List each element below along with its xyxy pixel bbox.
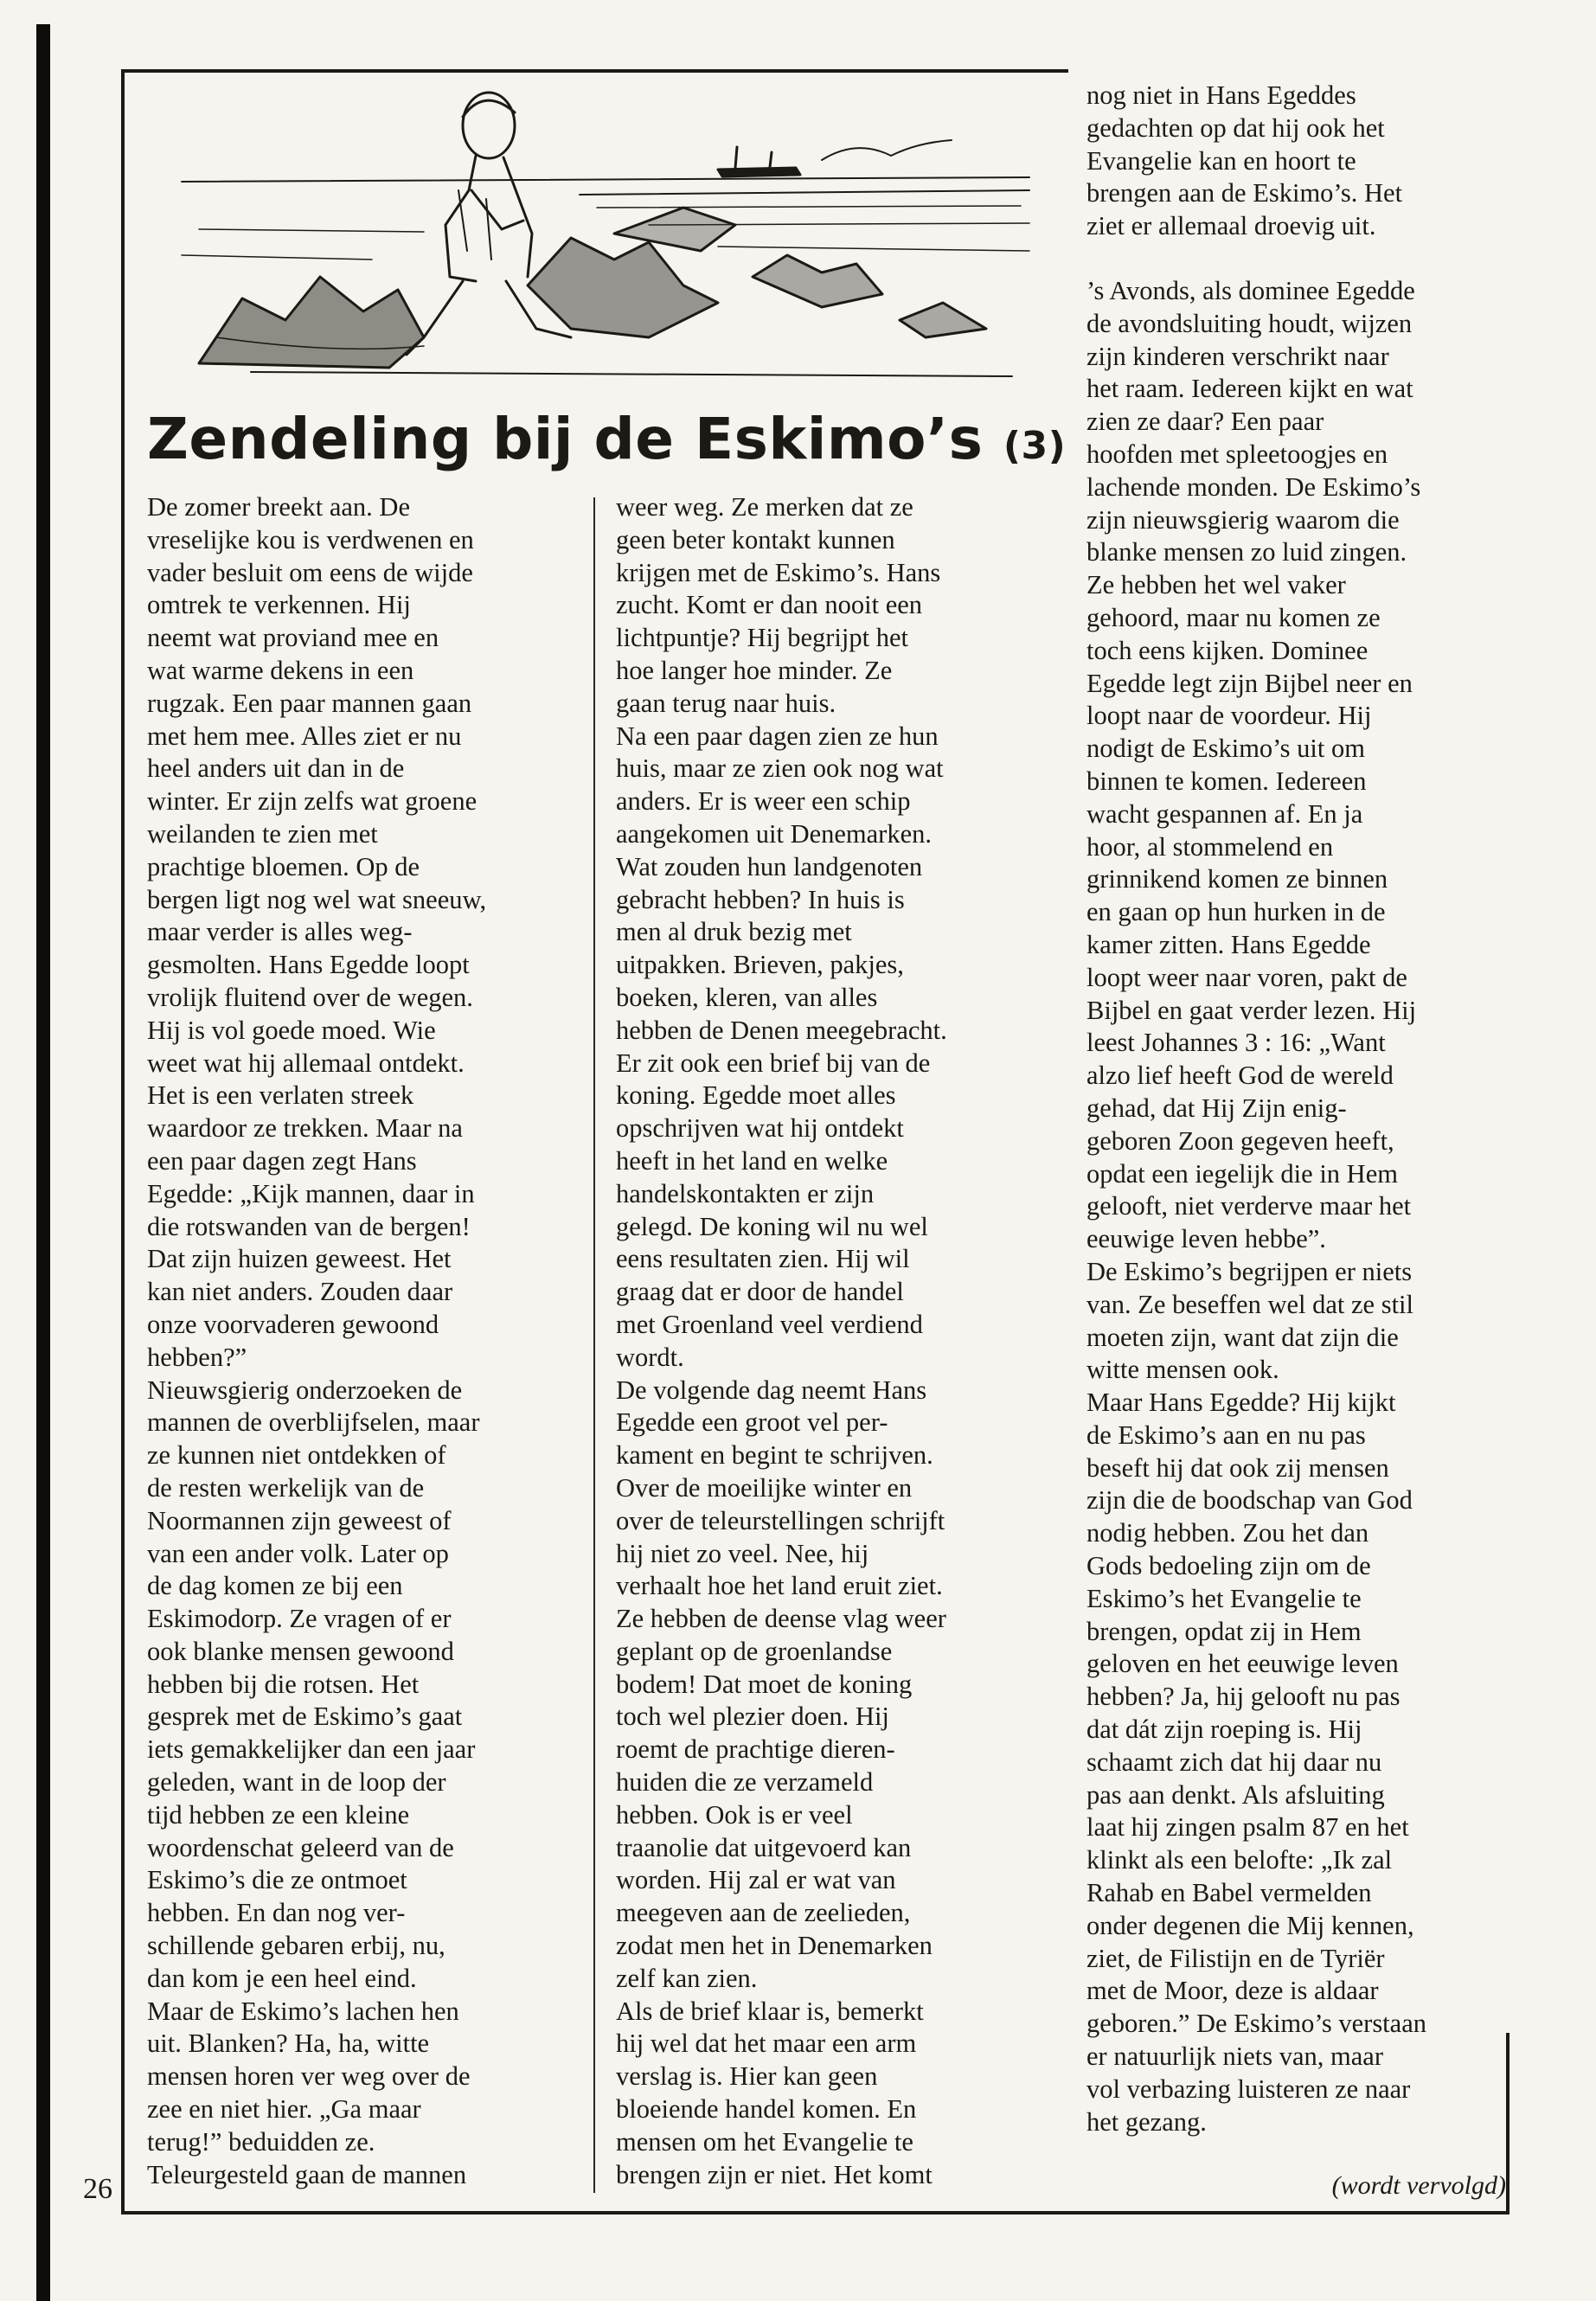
- headline-part-number: (3): [1003, 424, 1067, 468]
- binding-edge: [36, 24, 50, 2301]
- frame-rule-top: [121, 69, 1068, 73]
- body-column-2: weer weg. Ze merken dat ze geen beter kontakt kunnen krijgen met de Eskimo’s. Hans zucht. Komt er dan nooit een lichtpuntje? Hij begrijpt het hoe langer hoe minder. Ze gaan terug naar huis. Na een paar dagen zien ze hun huis, maar ze zien ook nog wat anders. Er is weer een schip aangekomen uit Denemarken. Wat zouden hun landgenoten gebracht hebben? In huis is men al druk bezig met uitpakken. Brieven, pakjes, boeken, kleren, van alles hebben de Denen meegebracht. Er zit ook een brief bij van de koning. Egedde moet alles opschrijven wat hij ontdekt heeft in het land en welke handelskontakten er zijn gelegd. De koning wil nu wel eens resultaten zien. Hij wil graag dat er door de handel met Groenland veel verdiend wordt. De volgende dag neemt Hans Egedde een groot vel per- kament en begint te schrijven. Over de moeilijke winter en over de teleurstellingen schrijft hij niet zo veel. Nee, hij verhaalt hoe het land eruit ziet. Ze hebben de deense vlag weer geplant op de groenlandse bodem! Dat moet de koning toch wel plezier doen. Hij roemt de prachtige dieren- huiden die ze verzameld hebben. Ook is er veel traanolie dat uitgevoerd kan worden. Hij zal er wat van meegeven aan de zeelieden, zodat men het in Denemarken zelf kan zien. Als de brief klaar is, bemerkt hij wel dat het maar een arm verslag is. Hier kan geen bloeiende handel komen. En mensen om het Evangelie te brengen zijn er niet. Het komt: [616, 492, 947, 2189]
- sketch-illustration: [164, 78, 1047, 398]
- body-column-1: De zomer breekt aan. De vreselijke kou is verdwenen en vader besluit om eens de wijde omtrek te verkennen. Hij neemt wat proviand mee en wat warme dekens in een rugzak. Een paar mannen gaan met hem mee. Alles ziet er nu heel anders uit dan in de winter. Er zijn zelfs wat groene weilanden te zien met prachtige bloemen. Op de bergen ligt nog wel wat sneeuw, maar verder is alles weg- gesmolten. Hans Egedde loopt vrolijk fluitend over de wegen. Hij is vol goede moed. Wie weet wat hij allemaal ontdekt. Het is een verlaten streek waardoor ze trekken. Maar na een paar dagen zegt Hans Egedde: „Kijk mannen, daar in die rotswanden van de bergen! Dat zijn huizen geweest. Het kan niet anders. Zouden daar onze voorvaderen gewoond hebben?” Nieuwsgierig onderzoeken de mannen de overblijfselen, maar ze kunnen niet ontdekken of de resten werkelijk van de Noormannen zijn geweest of van een ander volk. Later op de dag komen ze bij een Eskimodorp. Ze vragen of er ook blanke mensen gewoond hebben bij die rotsen. Het gesprek met de Eskimo’s gaat iets gemakkelijker dan een jaar geleden, want in de loop der tijd hebben ze een kleine woordenschat geleerd van de Eskimo’s die ze ontmoet hebben. En dan nog ver- schillende gebaren erbij, nu, dan kom je een heel eind. Maar de Eskimo’s lachen hen uit. Blanken? Ha, ha, witte mensen horen ver weg over de zee en niet hier. „Ga maar terug!” beduidden ze. Teleurgesteld gaan de mannen: [147, 492, 487, 2189]
- body-column-3-top: nog niet in Hans Egeddes gedachten op dat hij ook het Evangelie kan en hoort te brengen aan de Eskimo’s. Het ziet er allemaal droevig uit.: [1086, 80, 1403, 241]
- column-divider: [593, 497, 595, 2193]
- page-number: 26: [83, 2173, 112, 2205]
- body-column-3: ’s Avonds, als dominee Egedde de avondsluiting houdt, wijzen zijn kinderen verschrikt naar het raam. Iedereen kijkt en wat zien ze daar? Een paar hoofden met spleetoogjes en lachende monden. De Eskimo’s zijn nieuwsgierig waarom die blanke mensen zo luid zingen. Ze hebben het wel vaker gehoord, maar nu komen ze toch eens kijken. Dominee Egedde legt zijn Bijbel neer en loopt naar de voordeur. Hij nodigt de Eskimo’s uit om binnen te komen. Iedereen wacht gespannen af. En ja hoor, al stommelend en grinnikend komen ze binnen en gaan op hun hurken in de kamer zitten. Hans Egedde loopt weer naar voren, pakt de Bijbel en gaat verder lezen. Hij leest Johannes 3 : 16: „Want alzo lief heeft God de wereld gehad, dat Hij Zijn enig- geboren Zoon gegeven heeft, opdat een iegelijk die in Hem gelooft, niet verderve maar het eeuwige leven hebbe”. De Eskimo’s begrijpen er niets van. Ze beseffen wel dat ze stil moeten zijn, want dat zijn die witte mensen ook. Maar Hans Egedde? Hij kijkt de Eskimo’s aan en nu pas beseft hij dat ook zij mensen zijn die de boodschap van God nodig hebben. Zou het dan Gods bedoeling zijn om de Eskimo’s het Evangelie te brengen, opdat zij in Hem geloven en het eeuwige leven hebben? Ja, hij gelooft nu pas dat dát zijn roeping is. Hij schaamt zich dat hij daar nu pas aan denkt. Als afsluiting laat hij zingen psalm 87 en het klinkt als een belofte: „Ik zal Rahab en Babel vermelden onder degenen die Mij kennen, ziet, de Filistijn en de Tyriër met de Moor, deze is aldaar geboren.” De Eskimo’s verstaan er natuurlijk niets van, maar vol verbazing luisteren ze naar het gezang.: [1086, 276, 1426, 2137]
- frame-rule-left: [121, 69, 125, 2214]
- headline-title: Zendeling bij de Eskimo’s: [147, 406, 984, 472]
- frame-rule-right: [1506, 2033, 1509, 2214]
- article-headline: [147, 405, 1067, 481]
- to-be-continued-note: (wordt vervolgd): [1331, 2171, 1506, 2200]
- frame-rule-bottom: [121, 2211, 1509, 2214]
